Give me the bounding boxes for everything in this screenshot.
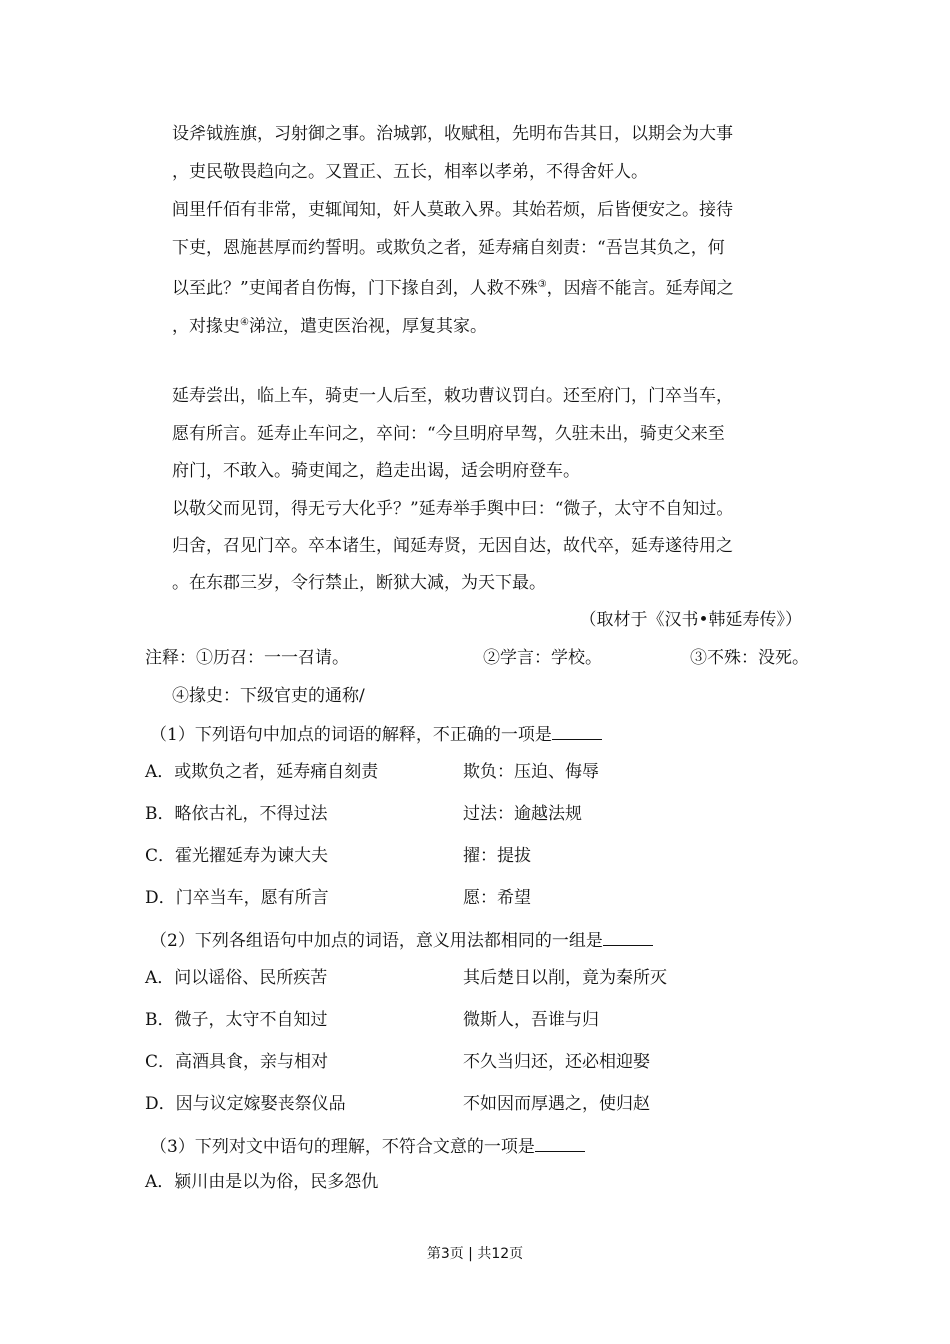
answer-blank[interactable] (552, 721, 602, 740)
option-explanation: 微斯人，吾谁与归 (463, 1010, 599, 1030)
note-3: ③不殊：没死。 (690, 648, 809, 668)
option-label: D．门卒当车，愿有所言 (145, 888, 329, 908)
passage-text: 以至此？”吏闻者自伤悔，门下掾自刭，人救不殊 (172, 278, 538, 299)
passage-line: 延寿尝出，临上车，骑吏一人后至，敕功曹议罚白。还至府门，门卒当车， (172, 386, 733, 406)
passage-line (172, 273, 734, 301)
passage-line: ，吏民敬畏趋向之。又置正、五长，相率以孝弟，不得舍奸人。 (172, 162, 648, 182)
passage-line: 设斧钺旌旗，习射御之事。治城郭，收赋租，先明布告其日，以期会为大事 (172, 124, 733, 144)
option-label: D．因与议定嫁娶丧祭仪品 (145, 1094, 346, 1114)
passage-text: ，对掾史 (172, 316, 240, 337)
option-explanation: 不如因而厚遇之，使归赵 (463, 1094, 650, 1114)
question-stem (150, 721, 602, 747)
note-text: ①历召：一一召请。 (196, 648, 349, 668)
passage-line (172, 311, 487, 339)
passage-line: 闾里仟佰有非常，吏辄闻知，奸人莫敢入界。其始若烦，后皆便安之。接待 (172, 200, 733, 220)
passage-line: 。在东郡三岁，令行禁止，断狱大减，为天下最。 (172, 573, 546, 593)
question-text: （1）下列语句中加点的词语的解释，不正确的一项是 (150, 725, 552, 745)
option-explanation: 不久当归还，还必相迎娶 (463, 1052, 650, 1072)
passage-line: 归舍，召见门卒。卒本诸生，闻延寿贤，无因自达，故代卒，延寿遂待用之 (172, 536, 733, 556)
question-stem (150, 1133, 585, 1159)
option-label: C．高酒具食，亲与相对 (145, 1052, 329, 1072)
answer-blank[interactable] (603, 927, 653, 946)
option-label: A．颍川由是以为俗，民多怨仇 (145, 1172, 379, 1192)
option-explanation: 其后楚日以削，竟为秦所灭 (463, 968, 667, 988)
option-label: C．霍光擢延寿为谏大夫 (145, 846, 329, 866)
passage-line: 愿有所言。延寿止车问之，卒问：“今旦明府早驾，久驻未出，骑吏父来至 (172, 424, 725, 444)
page-footer: 第3页 | 共12页 (426, 1246, 524, 1262)
option-explanation: 擢：提拔 (463, 846, 531, 866)
passage-line: 府门，不敢入。骑吏闻之，趋走出谒，适会明府登车。 (172, 461, 580, 481)
option-explanation: 欺负：压迫、侮辱 (463, 762, 599, 782)
option-label: A．或欺负之者，延寿痛自刻责 (145, 762, 379, 782)
question-text: （3）下列对文中语句的理解，不符合文意的一项是 (150, 1137, 535, 1157)
note-4: ④掾史：下级官吏的通称/ (172, 686, 365, 706)
passage-line: 下吏，恩施甚厚而约誓明。或欺负之者，延寿痛自刻责：“吾岂其负之，何 (172, 238, 725, 258)
note-1 (145, 646, 349, 670)
answer-blank[interactable] (535, 1133, 585, 1152)
footnote-marker: ④ (240, 317, 249, 328)
passage-line: 以敬父而见罚，得无亏大化乎？”延寿举手舆中曰：“微子，太守不自知过。 (172, 499, 734, 519)
option-label: A．问以谣俗、民所疾苦 (145, 968, 328, 988)
footnote-marker: ③ (537, 279, 547, 290)
passage-text: 涕泣，遣吏医治视，厚复其家。 (248, 316, 487, 337)
option-explanation: 愿：希望 (463, 888, 531, 908)
option-label: B．略依古礼，不得过法 (145, 804, 328, 824)
option-label: B．微子，太守不自知过 (145, 1010, 328, 1030)
question-stem (150, 927, 653, 953)
passage-text: ，因瘖不能言。延寿闻之 (546, 278, 734, 299)
source-citation: （取材于《汉书•韩延寿传》） (579, 610, 802, 630)
note-2: ②学言：学校。 (483, 648, 602, 668)
option-explanation: 过法：逾越法规 (463, 804, 582, 824)
note-prefix: 注释： (145, 648, 196, 668)
question-text: （2）下列各组语句中加点的词语，意义用法都相同的一组是 (150, 931, 603, 951)
